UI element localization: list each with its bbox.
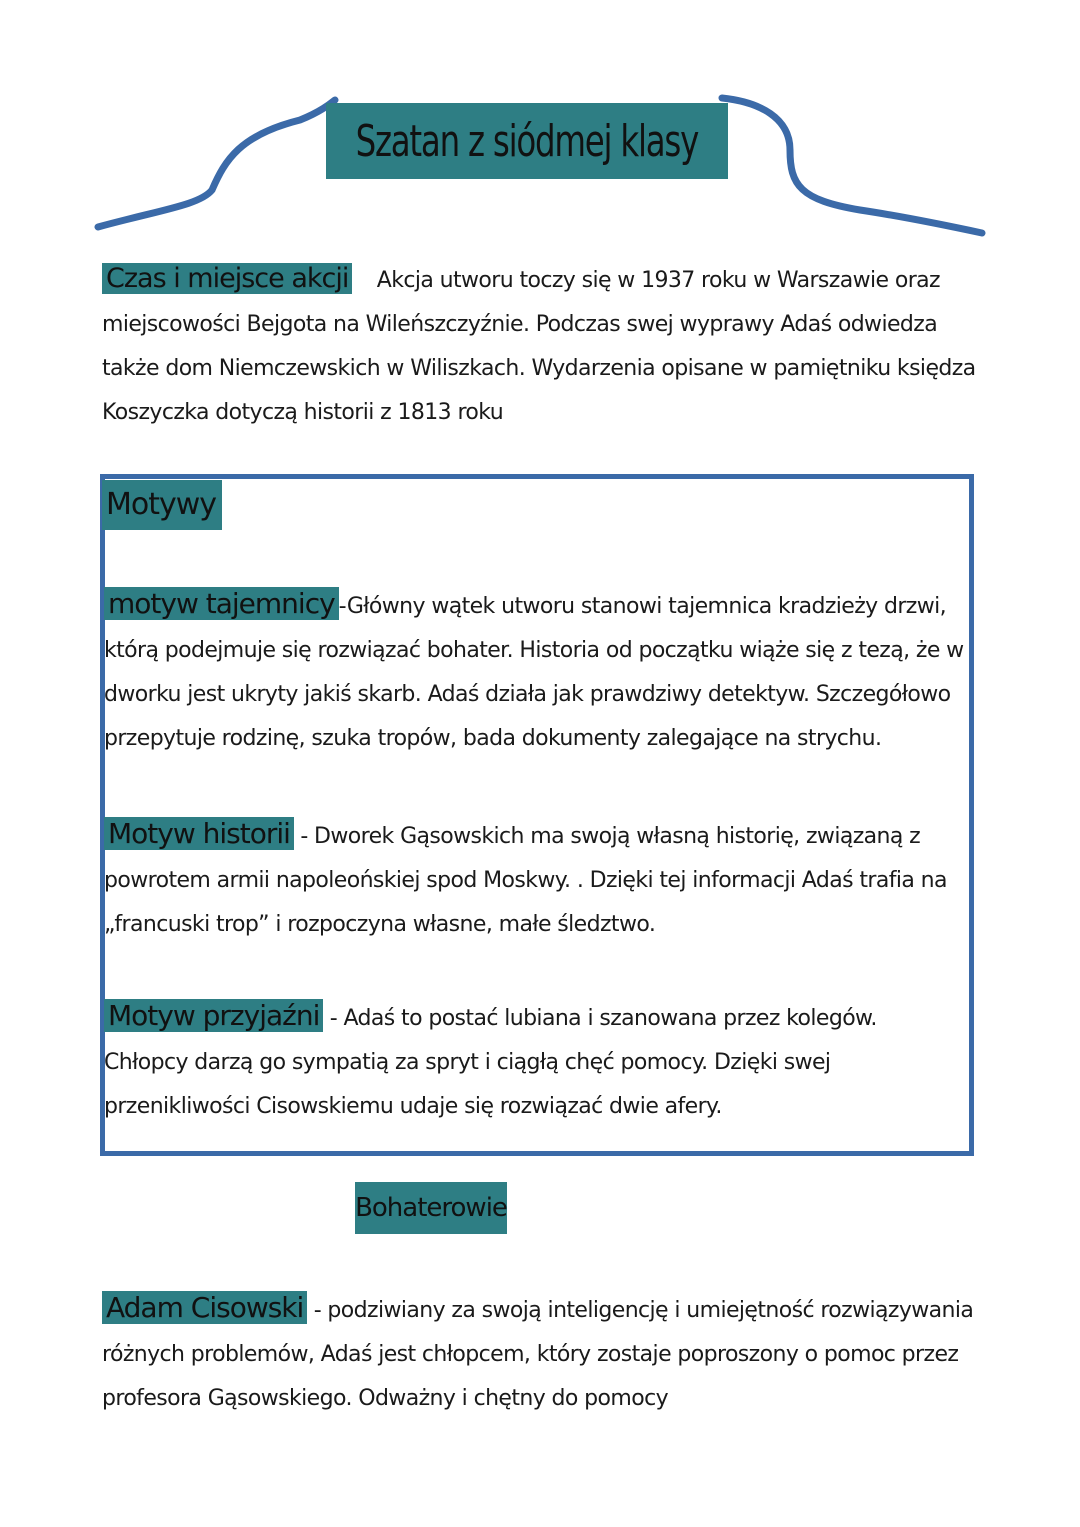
- motyw-label: Motyw przyjaźni: [104, 999, 323, 1032]
- bohater-adam-cisowski: [102, 1286, 982, 1421]
- motyw-label: motyw tajemnicy: [104, 587, 339, 620]
- motywy-heading: Motywy: [102, 480, 222, 530]
- motyw-text: - Dworek Gąsowskich ma swoją własną historię, związaną z powrotem armii napoleońskiej spod Moskwy. . Dzięki tej informacji Adaś trafia na „francuski trop” i rozpoczyna własne, małe śledztwo.: [104, 824, 947, 937]
- title-banner: [326, 103, 728, 179]
- czas-i-miejsce-section: [102, 257, 982, 435]
- czas-i-miejsce-text: Akcja utworu toczy się w 1937 roku w Warszawie oraz miejscowości Bejgota na Wileńszczyźnie. Podczas swej wyprawy Adaś odwiedza także dom Niemczewskich w Wiliszkach. Wydarzenia opisane w pamiętniku księdza Koszyczka dotyczą historii z 1813 roku: [102, 268, 976, 425]
- bohater-label: Adam Cisowski: [102, 1291, 307, 1324]
- motyw-text: -Główny wątek utworu stanowi tajemnica kradzieży drzwi, którą podejmuje się rozwiązać bohater. Historia od początku wiąże się z tezą, że w dworku jest ukryty jakiś skarb. Adaś działa jak prawdziwy detektyw. Szczegółowo przepytuje rodzinę, szuka tropów, bada dokumenty zalegające na strychu.: [104, 594, 964, 751]
- motyw-przyjazni: [104, 994, 964, 1129]
- czas-i-miejsce-label: Czas i miejsce akcji: [102, 263, 352, 294]
- page-title: Szatan z siódmej klasy: [355, 115, 699, 167]
- bohater-text: - podziwiany za swoją inteligencję i umiejętność rozwiązywania różnych problemów, Adaś jest chłopcem, który zostaje poproszony o pomoc przez profesora Gąsowskiego. Odważny i chętny do pomocy: [102, 1298, 974, 1411]
- motyw-tajemnicy: [104, 582, 964, 761]
- motyw-label: Motyw historii: [104, 817, 294, 850]
- bohaterowie-heading-box: [355, 1182, 507, 1234]
- motyw-historii: [104, 812, 964, 947]
- bohaterowie-heading: Bohaterowie: [355, 1193, 507, 1223]
- motyw-text: - Adaś to postać lubiana i szanowana przez kolegów. Chłopcy darzą go sympatią za spryt i ciągłą chęć pomocy. Dzięki swej przenikliwości Cisowskiemu udaje się rozwiązać dwie afery.: [104, 1006, 877, 1119]
